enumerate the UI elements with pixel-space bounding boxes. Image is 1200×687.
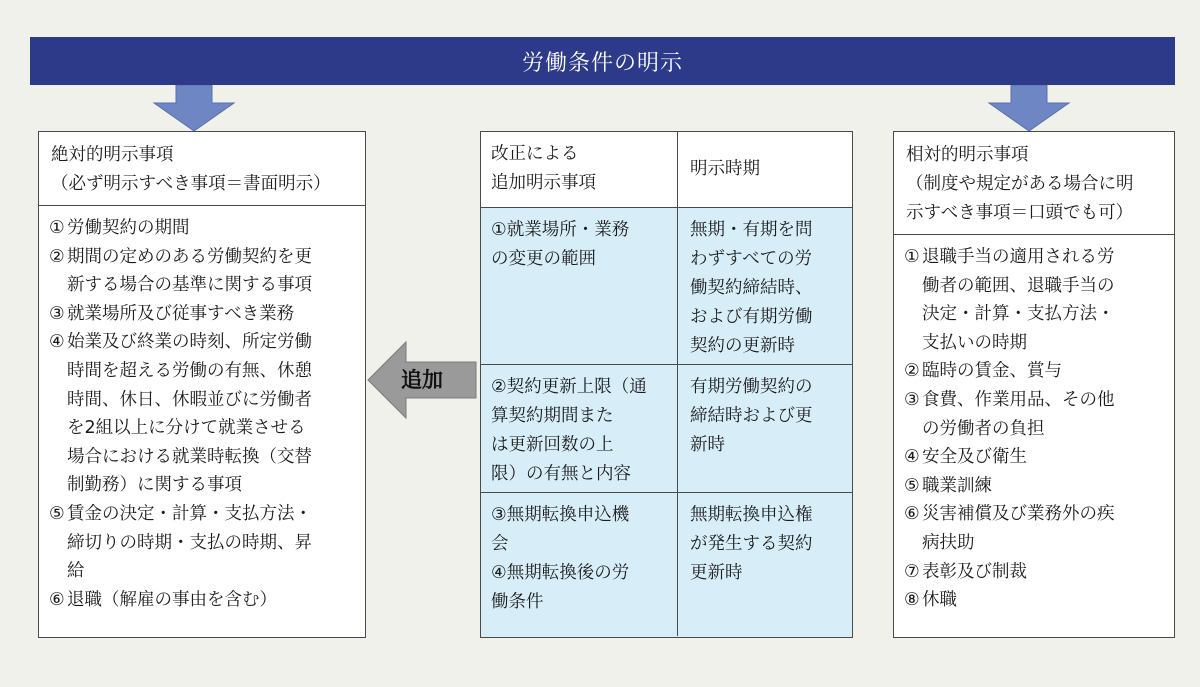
absolute-items-title: 絶対的明示事項 （必ず明示すべき事項＝書面明示） [39,132,365,206]
list-item [904,472,1162,501]
list-item [49,586,353,615]
list-item-text: 職業訓練 [922,475,992,496]
list-item-text: 始業及び終業の時刻、所定労働 時間を超える労働の有無、休憩 時間、休日、休暇並びに労働者 を2組以上に分けて就業させる 場合における就業時転換（交替 制勤務）に関する事項 [67,332,312,496]
revision-timing: 無期・有期を問 わずすべての労 働契約締結時、 および有期労働 契約の更新時 [690,220,813,356]
revision-table [480,131,853,638]
list-item [904,243,1162,357]
add-arrow-label: 追加 [401,368,443,392]
list-item-number: ⑥ [904,504,920,525]
revision-timing: 無期転換申込権 が発生する契約 更新時 [690,505,813,583]
list-item-number: ⑤ [49,503,65,524]
revision-table-header-items: 改正による 追加明示事項 [481,132,678,207]
list-item-text: 休職 [922,590,957,611]
list-item-text: 退職手当の適用される労 働者の範囲、退職手当の 決定・計算・支払方法・ 支払いの時期 [922,247,1115,353]
list-item-number: ③ [904,389,920,410]
table-row [481,208,852,365]
down-arrow-left-icon [152,85,236,133]
list-item [49,500,353,586]
table-row [481,365,852,493]
list-item [49,243,353,300]
absolute-items-list [39,206,365,614]
list-item-number: ③ [49,303,65,324]
list-item-number: ⑤ [904,475,920,496]
list-item-number: ② [49,246,65,267]
list-item-number: ② [904,361,920,382]
relative-items-list [894,235,1174,615]
table-row [481,493,852,636]
list-item-text: 災害補償及び業務外の疾 病扶助 [922,504,1115,553]
list-item-text: 表彰及び制裁 [922,561,1027,582]
list-item-text: 退職（解雇の事由を含む） [67,589,277,610]
list-item [904,443,1162,472]
list-item [904,357,1162,386]
list-item [49,300,353,329]
down-arrow-right-icon [987,85,1071,133]
list-item-number: ④ [49,332,65,353]
list-item-text: 期間の定めのある労働契約を更 新する場合の基準に関する事項 [67,246,312,296]
revision-item: ②契約更新上限（通 算契約期間また は更新回数の上 限）の有無と内容 [491,377,647,484]
revision-item: ④無期転換後の労 働条件 [491,563,630,612]
relative-items-panel [893,131,1175,638]
list-item-number: ① [904,247,920,267]
list-item [904,500,1162,557]
revision-table-header [481,132,852,208]
list-item-number: ④ [904,447,920,468]
list-item-number: ⑥ [49,589,65,610]
list-item-number: ⑦ [904,561,920,582]
revision-item: ③無期転換申込機 会 [491,505,630,554]
list-item-text: 労働契約の期間 [67,218,190,238]
list-item-text: 食費、作業用品、その他 の労働者の負担 [922,389,1115,439]
relative-items-title: 相対的明示事項 （制度や規定がある場合に明 示すべき事項＝口頭でも可） [894,132,1174,235]
banner-title: 労働条件の明示 [30,37,1175,85]
list-item-text: 安全及び衛生 [922,447,1027,468]
list-item [904,558,1162,587]
list-item [904,586,1162,615]
revision-timing: 有期労働契約の 締結時および更 新時 [690,377,813,455]
list-item-number: ⑧ [904,590,920,611]
list-item-number: ① [49,218,65,238]
revision-item: ①就業場所・業務 の変更の範囲 [491,220,630,269]
list-item-text: 賃金の決定・計算・支払方法・ 締切りの時期・支払の時期、昇 給 [67,503,312,582]
list-item-text: 就業場所及び従事すべき業務 [67,303,295,324]
absolute-items-panel [38,131,366,638]
revision-table-header-timing: 明示時期 [690,159,760,179]
list-item-text: 臨時の賃金、賞与 [922,361,1062,382]
list-item [49,214,353,243]
list-item [49,328,353,500]
list-item [904,386,1162,443]
